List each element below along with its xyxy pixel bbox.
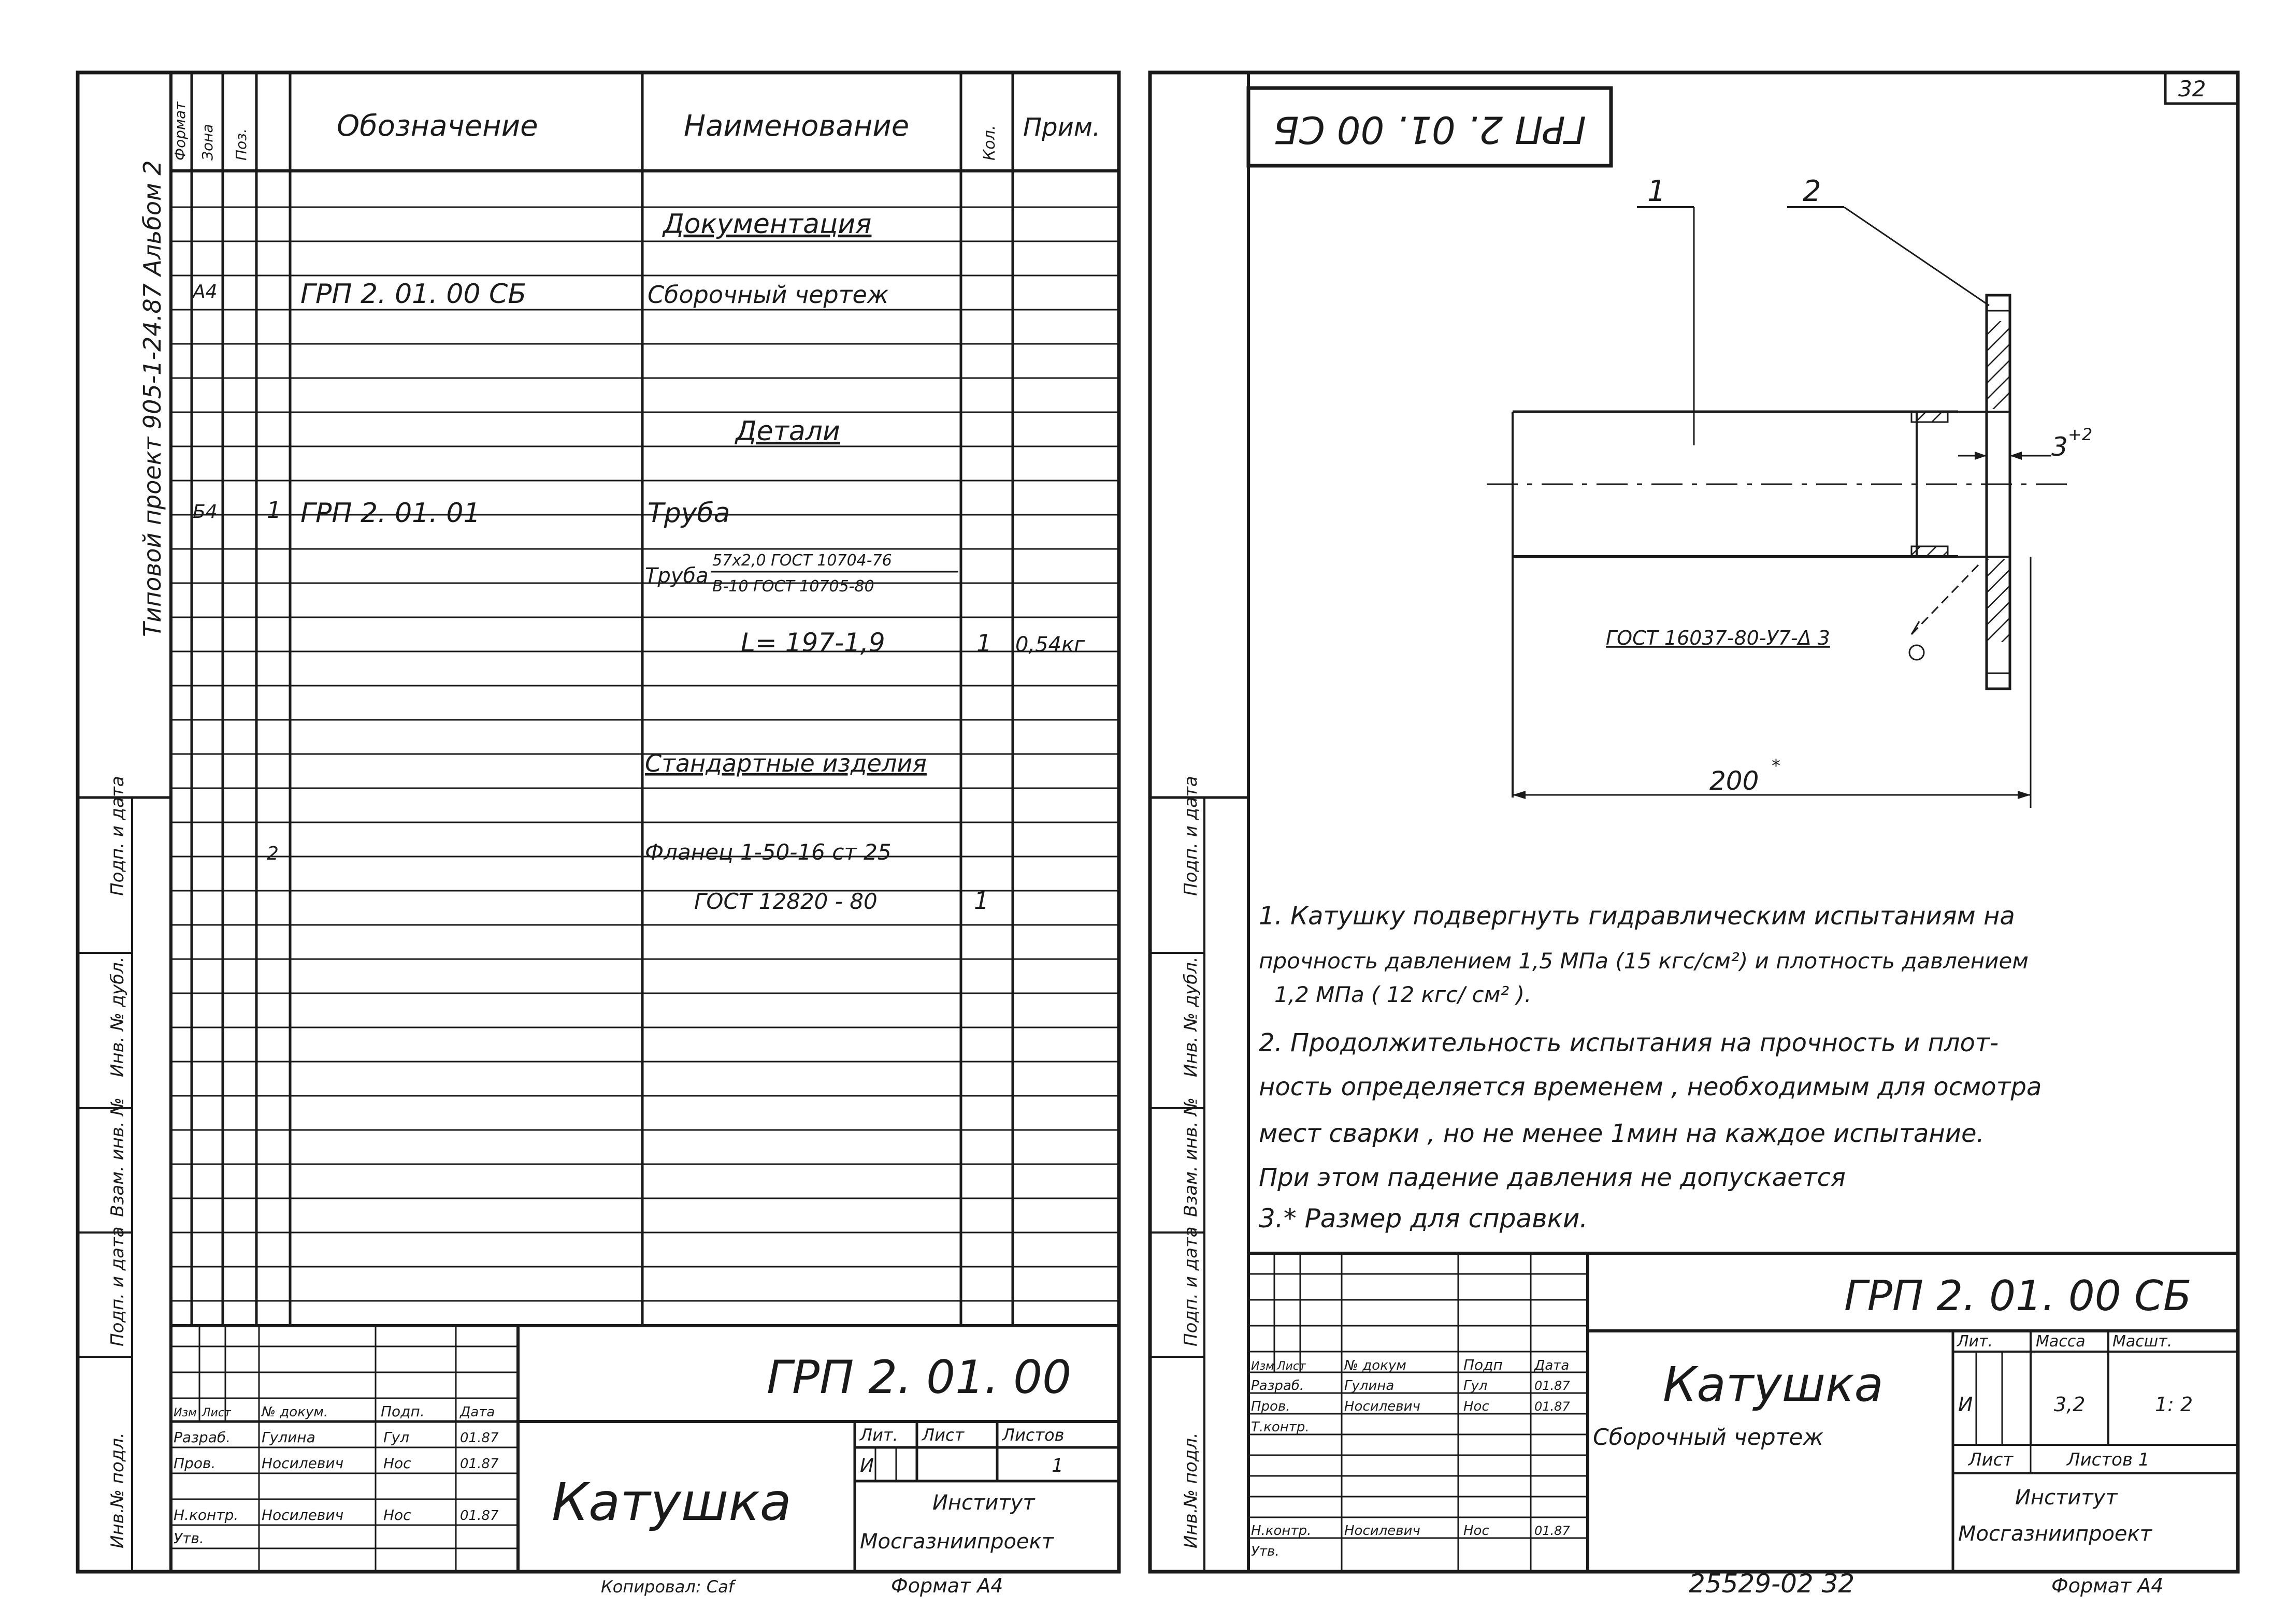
svg-text:200: 200	[1709, 766, 1759, 796]
svg-text:01.87: 01.87	[460, 1508, 499, 1524]
svg-text:2. Продолжительность испытания: 2. Продолжительность испытания на прочность и плот-	[1259, 1028, 1999, 1057]
svg-text:Разраб.: Разраб.	[1251, 1378, 1304, 1394]
svg-text:Масшт.: Масшт.	[2112, 1332, 2173, 1351]
svg-text:Формат А4: Формат А4	[891, 1574, 1003, 1597]
svg-text:ность определяется временем ,: ность определяется временем , необходимым для осмотра	[1259, 1072, 2042, 1101]
technical-notes	[1259, 902, 2041, 1234]
svg-text:Зона: Зона	[199, 124, 216, 161]
svg-text:Детали: Детали	[736, 416, 840, 447]
svg-text:Мосгазниипроект: Мосгазниипроект	[860, 1530, 1054, 1554]
svg-text:01.87: 01.87	[460, 1430, 499, 1446]
svg-text:Нос: Нос	[383, 1455, 411, 1472]
svg-text:Разраб.: Разраб.	[174, 1429, 231, 1446]
svg-text:А4: А4	[193, 281, 218, 302]
svg-text:Поз.: Поз.	[233, 128, 250, 161]
svg-text:1: 1	[267, 497, 281, 524]
svg-text:В-10 ГОСТ 10705-80: В-10 ГОСТ 10705-80	[712, 577, 874, 596]
svg-text:+2: +2	[2068, 425, 2093, 444]
svg-text:Носилевич: Носилевич	[1344, 1399, 1420, 1414]
svg-text:Носилевич: Носилевич	[262, 1506, 344, 1524]
svg-text:Носилевич: Носилевич	[262, 1455, 344, 1472]
svg-text:Подп. и дата: Подп. и дата	[1181, 1226, 1201, 1346]
spec-table	[171, 72, 1119, 1326]
left-sheet	[78, 72, 1119, 1597]
svg-text:Взам. инв. №: Взам. инв. №	[107, 1097, 128, 1217]
svg-text:Листов 1: Листов 1	[2067, 1449, 2150, 1470]
svg-text:1: 1	[974, 887, 989, 915]
svg-text:01.87: 01.87	[1534, 1524, 1570, 1538]
svg-text:Формат А4: Формат А4	[2051, 1574, 2164, 1597]
svg-text:Труба: Труба	[645, 564, 709, 588]
svg-text:ГРП 2. 01. 01: ГРП 2. 01. 01	[300, 498, 481, 529]
svg-text:2: 2	[267, 843, 279, 864]
svg-text:Б4: Б4	[193, 501, 218, 523]
svg-text:1. Катушку подвергнуть гидравл: 1. Катушку подвергнуть гидравлическим испытаниям на	[1259, 902, 2015, 931]
svg-text:Труба: Труба	[648, 498, 730, 529]
svg-text:И: И	[1958, 1393, 1973, 1416]
svg-text:№ докум: № докум	[1344, 1358, 1406, 1373]
svg-text:Кол.: Кол.	[981, 125, 999, 161]
svg-text:Утв.: Утв.	[1251, 1544, 1279, 1559]
svg-text:Инв.№ подл.: Инв.№ подл.	[1181, 1432, 1201, 1548]
svg-text:Масса: Масса	[2036, 1332, 2086, 1351]
svg-text:01.87: 01.87	[460, 1456, 499, 1472]
svg-text:3,2: 3,2	[2054, 1393, 2086, 1416]
svg-text:Инв.№ подл.: Инв.№ подл.	[107, 1432, 128, 1548]
svg-text:Подп. и дата: Подп. и дата	[1181, 776, 1201, 896]
svg-text:L= 197-1,9: L= 197-1,9	[741, 628, 885, 658]
svg-text:ГОСТ 16037-80-У7-Δ 3: ГОСТ 16037-80-У7-Δ 3	[1606, 627, 1830, 649]
svg-text:№ докум.: № докум.	[262, 1404, 328, 1420]
svg-text:Сборочный чертеж: Сборочный чертеж	[1593, 1424, 1824, 1451]
svg-text:Лист: Лист	[1968, 1449, 2014, 1470]
svg-text:Фланец 1-50-16 ст 25: Фланец 1-50-16 ст 25	[645, 839, 892, 865]
svg-text:1: 1	[1647, 175, 1666, 208]
svg-text:ГРП 2. 01. 00 СБ: ГРП 2. 01. 00 СБ	[300, 279, 527, 310]
right-footer-number: 25529-02 32	[1689, 1569, 1855, 1599]
svg-text:Дата: Дата	[1534, 1358, 1570, 1373]
page-number: 32	[2178, 76, 2206, 102]
svg-text:Утв.: Утв.	[174, 1530, 204, 1547]
svg-text:01.87: 01.87	[1534, 1399, 1570, 1414]
svg-text:Носилевич: Носилевич	[1344, 1523, 1420, 1539]
svg-text:Документация: Документация	[663, 209, 872, 240]
svg-text:Институт: Институт	[932, 1491, 1035, 1515]
svg-text:Подп. и дата: Подп. и дата	[107, 1226, 128, 1346]
svg-text:Прим.: Прим.	[1023, 113, 1101, 142]
svg-text:Гул: Гул	[1463, 1378, 1488, 1394]
svg-text:1,2 МПа ( 12 кгс/ см² ).: 1,2 МПа ( 12 кгс/ см² ).	[1274, 982, 1532, 1007]
svg-text:2: 2	[1803, 175, 1821, 208]
svg-text:Гул: Гул	[383, 1429, 410, 1446]
svg-text:Подп: Подп	[1463, 1356, 1503, 1373]
left-stamp-title: Катушка	[552, 1472, 792, 1532]
left-side-label: Типовой проект 905-1-24.87 Альбом 2	[138, 160, 166, 637]
svg-text:1: 1	[976, 629, 992, 657]
svg-text:Лит.: Лит.	[1957, 1332, 1993, 1351]
svg-text:ГОСТ 12820 - 80: ГОСТ 12820 - 80	[694, 889, 878, 914]
right-sheet	[1150, 72, 2238, 1599]
svg-text:Инв. № дубл.: Инв. № дубл.	[107, 956, 128, 1077]
svg-text:Т.контр.: Т.контр.	[1251, 1419, 1310, 1435]
svg-text:Н.контр.: Н.контр.	[1251, 1523, 1312, 1539]
svg-text:3: 3	[2051, 432, 2068, 462]
svg-text:Дата: Дата	[460, 1404, 495, 1420]
svg-text:При этом падение давления не д: При этом падение давления не допускается	[1259, 1163, 1846, 1192]
svg-text:прочность давлением 1,5 МПа (1: прочность давлением 1,5 МПа (15 кгс/см²) и плотность давлением	[1259, 948, 2029, 974]
svg-text:Сборочный чертеж: Сборочный чертеж	[648, 281, 889, 309]
svg-text:Стандартные изделия: Стандартные изделия	[645, 749, 927, 777]
svg-text:01.87: 01.87	[1534, 1379, 1570, 1393]
svg-text:Инв. № дубл.: Инв. № дубл.	[1181, 956, 1201, 1077]
svg-text:1: 2: 1: 2	[2155, 1393, 2193, 1416]
svg-text:Изм: Изм	[1251, 1360, 1274, 1373]
svg-text:Гулина: Гулина	[262, 1429, 315, 1446]
svg-text:Пров.: Пров.	[174, 1455, 216, 1472]
svg-text:3.* Размер для справки.: 3.* Размер для справки.	[1259, 1204, 1588, 1234]
svg-text:*: *	[1772, 756, 1780, 776]
svg-text:мест сварки , но не менее 1мин: мест сварки , но не менее 1мин на каждое испытание.	[1259, 1119, 1985, 1148]
svg-text:Лит.: Лит.	[860, 1425, 898, 1445]
svg-text:Лист: Лист	[202, 1407, 231, 1419]
assembly-drawing	[1487, 175, 2092, 808]
svg-text:Н.контр.: Н.контр.	[174, 1506, 239, 1524]
left-title-block	[171, 1326, 1119, 1572]
svg-text:Гулина: Гулина	[1344, 1378, 1394, 1394]
svg-text:57х2,0 ГОСТ 10704-76: 57х2,0 ГОСТ 10704-76	[712, 552, 892, 570]
svg-text:Копировал: Саf: Копировал: Саf	[601, 1577, 734, 1597]
svg-text:Формат: Формат	[171, 102, 189, 161]
svg-text:Лист: Лист	[1277, 1360, 1306, 1373]
svg-text:Изм: Изм	[174, 1407, 197, 1419]
svg-text:Листов: Листов	[1002, 1425, 1065, 1445]
svg-text:Подп.: Подп.	[381, 1403, 425, 1420]
svg-text:Подп. и дата: Подп. и дата	[107, 776, 128, 896]
svg-text:Институт: Институт	[2015, 1486, 2118, 1510]
svg-text:Обозначение: Обозначение	[337, 109, 538, 143]
svg-text:Лист: Лист	[922, 1425, 965, 1445]
svg-text:Взам. инв. №: Взам. инв. №	[1181, 1097, 1201, 1217]
svg-text:Нос: Нос	[383, 1506, 411, 1524]
left-stamp-designation: ГРП 2. 01. 00	[767, 1351, 1072, 1404]
svg-text:Мосгазниипроект: Мосгазниипроект	[1958, 1522, 2152, 1546]
svg-text:Нос: Нос	[1463, 1399, 1489, 1414]
right-stamp-title: Катушка	[1663, 1357, 1884, 1412]
svg-text:0,54кг: 0,54кг	[1015, 633, 1085, 657]
svg-text:Нос: Нос	[1463, 1523, 1489, 1539]
right-title-block	[1248, 1253, 2238, 1572]
svg-text:Пров.: Пров.	[1251, 1399, 1290, 1414]
svg-text:И: И	[860, 1455, 874, 1476]
right-stamp-designation: ГРП 2. 01. 00 СБ	[1844, 1272, 2192, 1320]
svg-text:1: 1	[1052, 1455, 1063, 1476]
designation-box-label: ГРП 2. 01. 00 СБ	[1273, 108, 1586, 152]
svg-text:Наименование: Наименование	[684, 109, 910, 143]
